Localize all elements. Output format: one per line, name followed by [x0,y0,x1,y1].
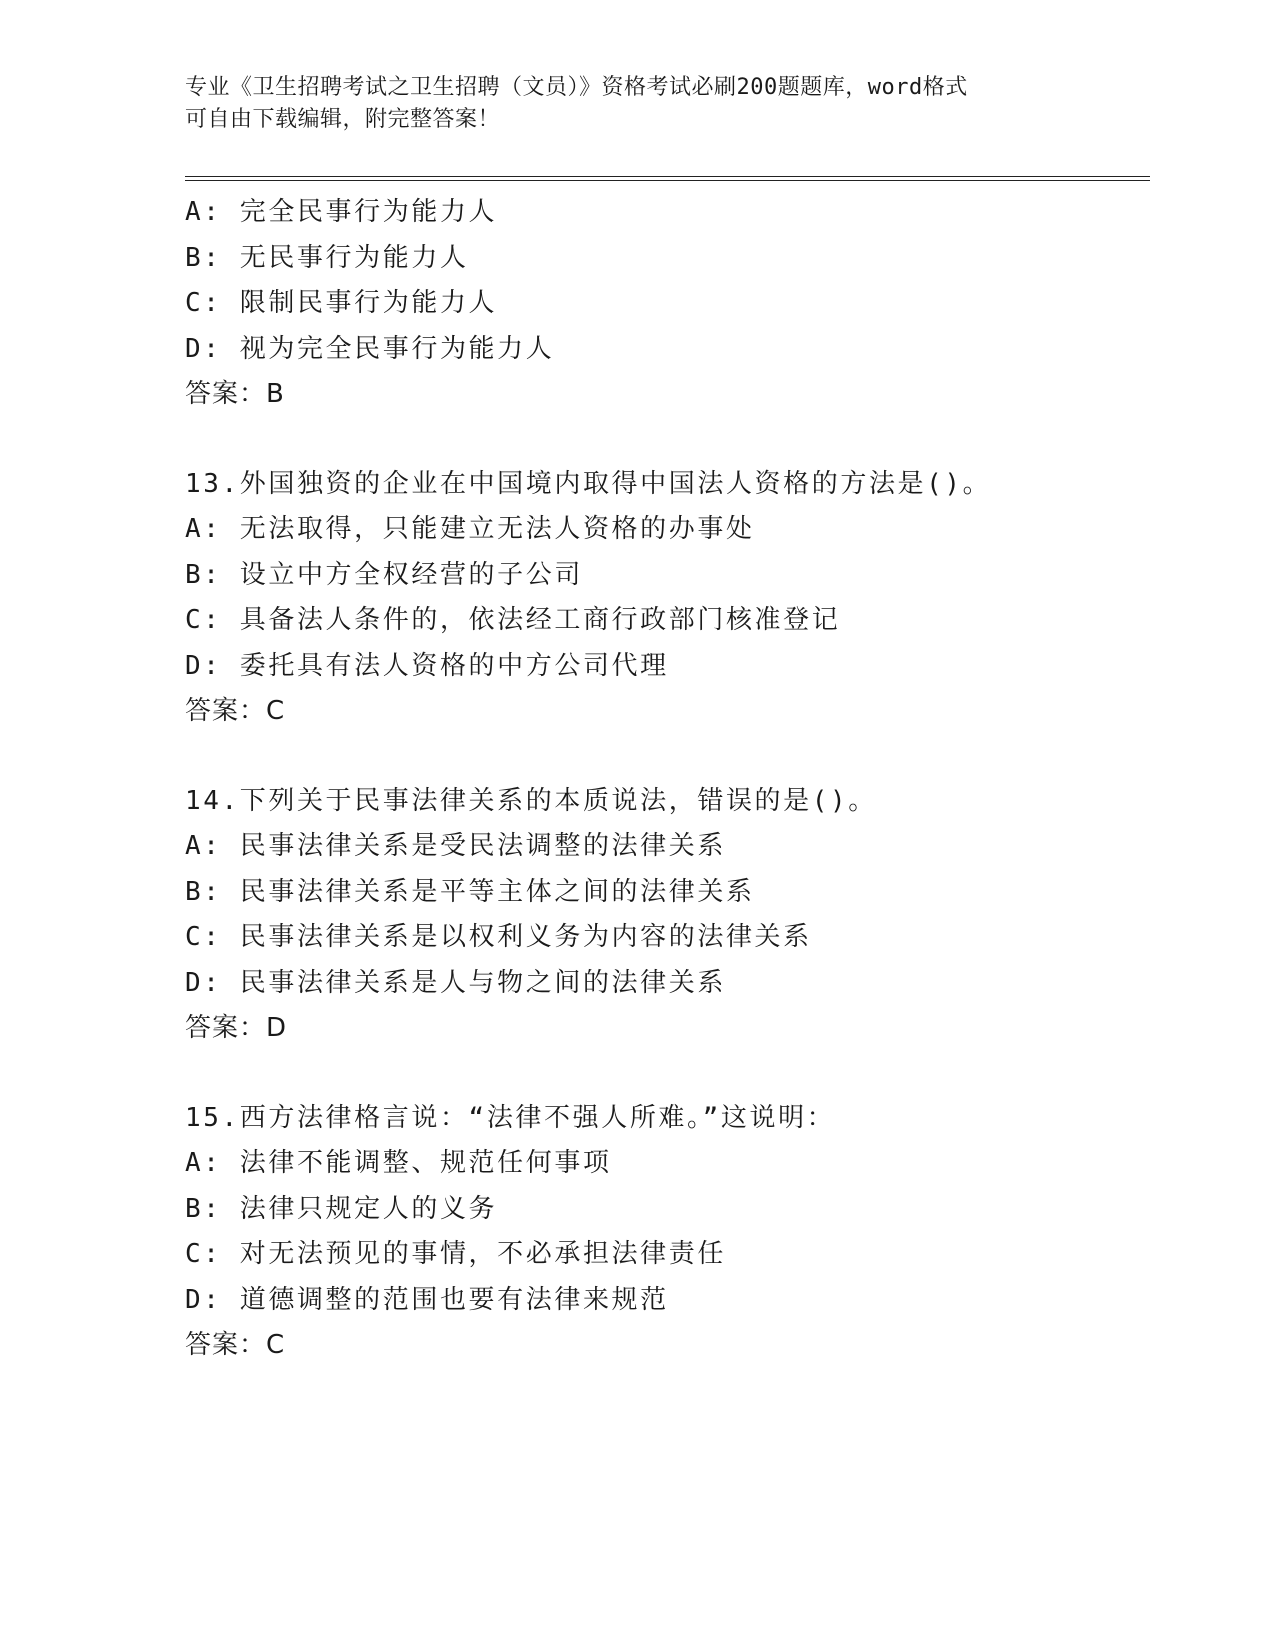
question-12-continued [185,190,1145,418]
answer-line: 答案：B [185,379,285,409]
option-a: A: 法律不能调整、规范任何事项 [185,1148,612,1178]
option-d: D: 民事法律关系是人与物之间的法律关系 [185,967,726,998]
option-c: C: 对无法预见的事情，不必承担法律责任 [185,1239,726,1269]
header-line-2: 可自由下载编辑，附完整答案！ [185,107,501,132]
header-line-1: 专业《卫生招聘考试之卫生招聘（文员）》资格考试必刷200题题库，word格式 [185,75,968,100]
option-b: B: 设立中方全权经营的子公司 [185,559,583,590]
spacer [185,418,1145,462]
option-b: B: 无民事行为能力人 [185,242,469,273]
option-a: A: 完全民事行为能力人 [185,197,498,227]
answer-line: 答案：C [185,1330,286,1360]
option-d: D: 道德调整的范围也要有法律来规范 [185,1284,669,1315]
document-body [185,190,1145,1369]
option-d: D: 视为完全民事行为能力人 [185,333,555,364]
document-header [185,72,1065,136]
answer-line: 答案：D [185,1013,288,1043]
header-divider [185,176,1150,181]
option-d: D: 委托具有法人资格的中方公司代理 [185,650,669,681]
question-15 [185,1096,1145,1369]
spacer [185,735,1145,779]
option-a: A: 无法取得，只能建立无法人资格的办事处 [185,514,755,544]
question-stem: 15.西方法律格言说：“法律不强人所难。”这说明： [185,1102,836,1133]
option-c: C: 具备法人条件的，依法经工商行政部门核准登记 [185,605,841,635]
question-stem: 14.下列关于民事法律关系的本质说法，错误的是()。 [185,785,877,816]
question-13 [185,462,1145,735]
question-14 [185,779,1145,1052]
option-b: B: 民事法律关系是平等主体之间的法律关系 [185,876,755,907]
option-c: C: 民事法律关系是以权利义务为内容的法律关系 [185,922,812,952]
question-stem: 13.外国独资的企业在中国境内取得中国法人资格的方法是()。 [185,468,992,499]
answer-line: 答案：C [185,696,286,726]
option-b: B: 法律只规定人的义务 [185,1193,498,1224]
option-c: C: 限制民事行为能力人 [185,288,498,318]
spacer [185,1052,1145,1096]
option-a: A: 民事法律关系是受民法调整的法律关系 [185,831,726,861]
